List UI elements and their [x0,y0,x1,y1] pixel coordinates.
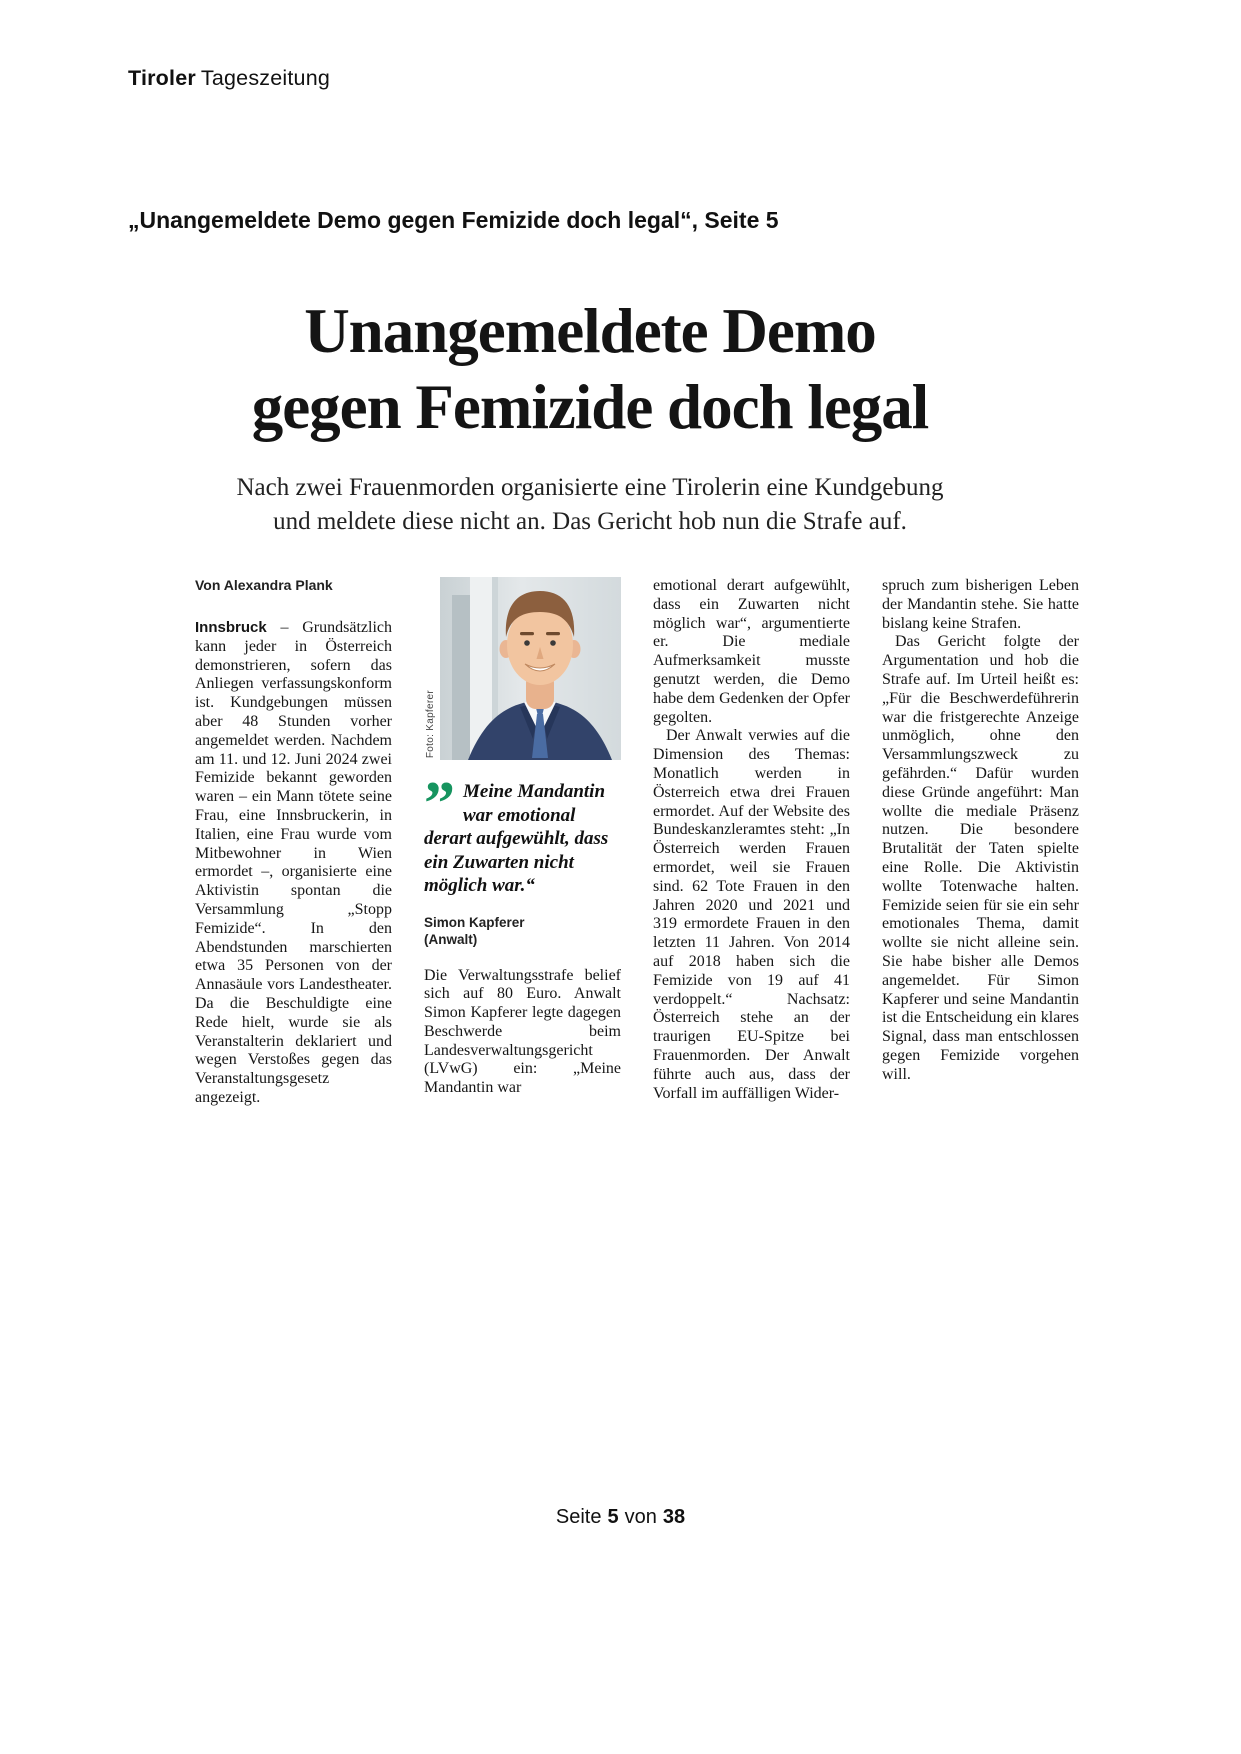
footer-infix: von [624,1506,657,1528]
paragraph-col2: Die Verwaltungsstrafe belief sich auf 80 Euro. Anwalt Simon Kapferer legte dagegen Beschwerde beim Landesverwaltungsgericht (LVwG) ein: „Meine Mandantin war [424,966,621,1097]
pull-quote-text: Meine Mandantin war emotional derart aufgewühlt, dass ein Zuwarten nicht möglich war.“ [424,781,609,896]
quote-attribution-role: (Anwalt) [424,932,478,947]
photo-credit: Foto: Kapferer [425,689,436,758]
headline-line-2: gegen Femizide doch legal [251,372,929,442]
masthead-brand-bold: Tiroler [128,66,196,90]
footer-prefix: Seite [555,1506,602,1528]
article [195,293,1079,1108]
column-2 [424,577,621,1108]
column-4 [882,577,1079,1108]
footer-page-number: 5 [607,1506,619,1528]
paragraph-col1-text: – Grundsätzlich kann jeder in Österreich demonstrieren, sofern das Anliegen verfassungskonform ist. Kundgebungen müssen aber 48 Stunden vorher angemeldet werden. Nachdem am 11. und 12. Juni 2024 zwei Femizide bekannt geworden waren – ein Mann tötete seine Frau, eine Innsbruckerin, in Italien, eine Frau wurde vom Mitbewohner in Wien ermordet –, organisierte eine Aktivistin spontan die Versammlung „Stopp Femizide“. In den Abendstunden marschierten etwa 35 Personen von der Annasäule vors Landestheater. Da die Beschuldigte eine Rede hielt, wurde sie als Veranstalterin deklariert und wegen Verstoßes gegen das Veranstaltungsgesetz angezeigt. [195,619,392,1106]
paragraph-col1 [195,619,392,1108]
subhead-line-2: und meldete diese nicht an. Das Gericht hob nun die Strafe auf. [273,508,907,535]
subhead-line-1: Nach zwei Frauenmorden organisierte eine Tirolerin eine Kundgebung [236,474,944,501]
article-body-columns [195,577,1079,1108]
quote-mark-icon: ” [424,770,455,838]
column-1 [195,577,392,1108]
paragraph-col3-2: Der Anwalt verwies auf die Dimension des Themas: Monatlich werden in Österreich etwa drei Frauen ermordet. Auf der Website des Bundeskanzleramtes steht: „In Österreich werden Frauen ermordet, weil sie Frauen sind. 62 Tote Frauen in den Jahren 2020 und 2021 und 319 ermordete Frauen in den letzten 11 Jahren. Von 2014 auf 2018 haben sich die Femizide von 19 auf 41 verdoppelt.“ Nachsatz: Österreich stehe an der traurigen EU-Spitze bei Frauenmorden. Der Anwalt führte auch aus, dass der Vorfall im auffälligen Wider- [653,727,850,1102]
column-3 [653,577,850,1108]
article-headline [195,293,985,445]
article-reference-line: „Unangemeldete Demo gegen Femizide doch legal“, Seite 5 [128,207,779,233]
pull-quote [424,770,621,898]
portrait-photo [425,577,621,760]
headline-line-1: Unangemeldete Demo [304,296,876,366]
byline: Von Alexandra Plank [195,577,333,593]
dateline: Innsbruck [195,619,267,636]
paragraph-col4-2: Das Gericht folgte der Argumentation und hob die Strafe auf. Im Urteil heißt es: „Für die Beschwerdeführerin war die fristgerechte Anzeige unmöglich, ohne den Versammlungszweck zu gefährden.“ Dafür wurden diese Gründe angeführt: Man wollte die mediale Präsenz nutzen. Die besondere Brutalität der Taten spielte eine Rolle. Die Aktivistin wollte Totenwache halten. Femizide seien für sie ein sehr emotionales Thema, damit wollte sie nicht alleine sein. Sie habe bisher alle Demos angemeldet. Für Simon Kapferer und seine Mandantin ist die Entscheidung ein klares Signal, dass man entschlossen gegen Femizide vorgehen will. [882,633,1079,1083]
page-footer [0,1506,1241,1529]
quote-attribution [424,914,621,949]
footer-total-pages: 38 [662,1506,686,1528]
article-head-block [195,293,985,539]
article-subhead [195,471,985,539]
masthead [128,66,330,91]
paragraph-col4-1: spruch zum bisherigen Leben der Mandantin stehe. Sie hatte bislang keine Strafen. [882,577,1079,632]
portrait-photo-illustration [440,577,621,760]
masthead-brand-rest: Tageszeitung [200,66,331,90]
quote-attribution-name: Simon Kapferer [424,914,525,930]
paragraph-col3-1: emotional derart aufgewühlt, dass ein Zuwarten nicht möglich war“, argumentierte er. Die mediale Aufmerksamkeit musste genutzt werden, die Demo habe dem Gedenken der Opfer gegolten. [653,577,850,726]
